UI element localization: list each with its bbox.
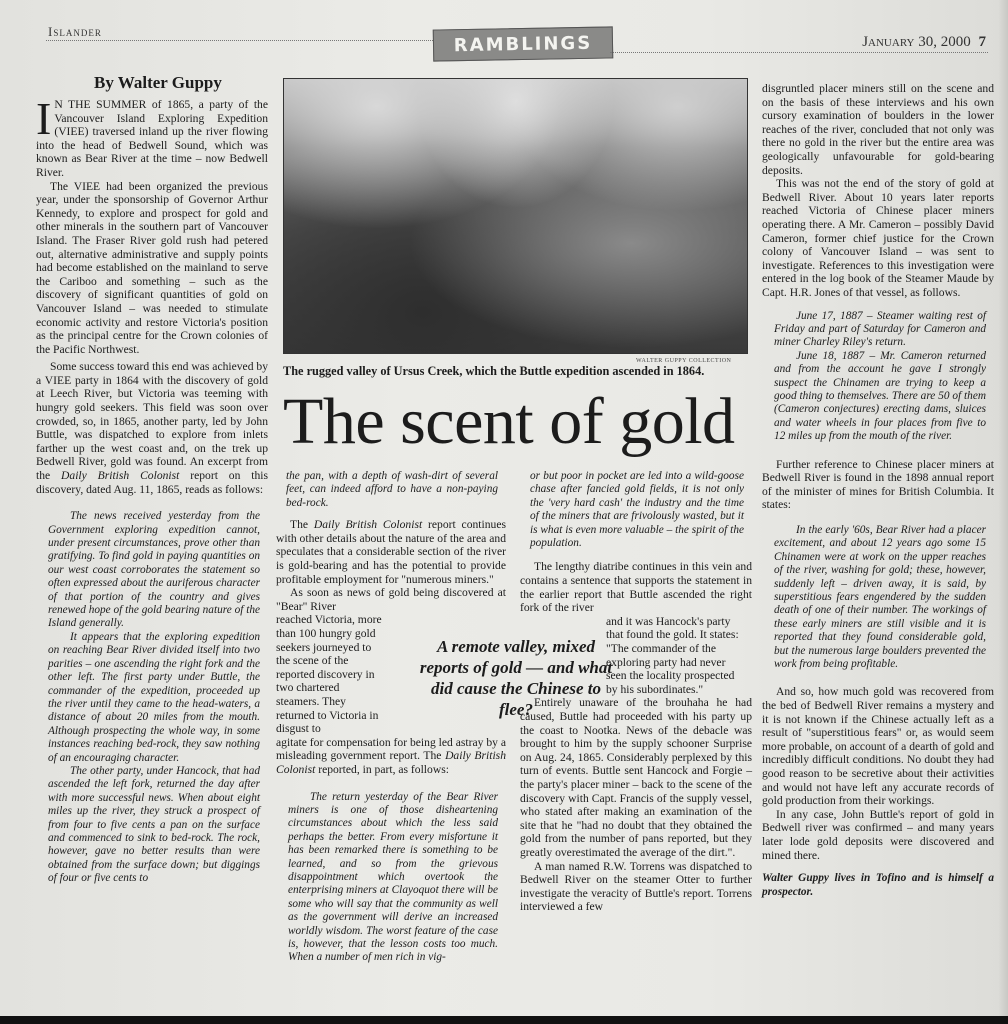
- article-column-4: [762, 82, 994, 899]
- paragraph: The Daily British Colonist report continues with other details about the nature of the area and speculates that a considerable section of the river is gold-bearing and has the potential to provide profitable employment for "numerous miners.": [276, 518, 506, 586]
- paragraph-wrap: reached Victoria, more than 100 hungry gold seekers journeyed to the scene of the reported discovery in two chartered steamers. They returned to Victoria in disgust to: [276, 613, 382, 736]
- quote-paragraph: In the early '60s, Bear River had a placer excitement, and about 12 years ago some 15 Chinamen were at work on the upper reaches of the river, washing for gold; these, however, suddenly left – driven away, it is said, by superstitious fears engendered by the sudden death of one of their number. The workings of these early miners are still visible and it is reported that they found considerable gold, but the numerous large boulders prevented the work from being profitable.: [774, 523, 986, 670]
- block-quote: [276, 791, 506, 965]
- pull-quote: A remote valley, mixed reports of gold — and what did cause the Chinese to flee?: [419, 637, 613, 719]
- paragraph-rest: agitate for compensation for being led astray by a misleading government report. The Daily British Colonist reported, in part, as follows:: [276, 735, 506, 776]
- quote-paragraph: The news received yesterday from the Government exploring expedition cannot, under present circumstances, prove other than gratifying. To find gold in paying quantities on our west coast corroborates the statement so often expressed about the auriferous character of that portion of the country and gives renewed hope of the gold bearing nature of the Island generally.: [48, 510, 260, 630]
- photo-caption: The rugged valley of Ursus Creek, which the Buttle expedition ascended in 1864.: [283, 364, 705, 378]
- paragraph: The VIEE had been organized the previous year, under the sponsorship of Governor Arthur Kennedy, to explore and prospect for gold and other minerals in the southern part of Vancouver Island. The Fraser River gold rush had petered out, alternative administrative and supply points had become established on the mainland to serve the Cariboo and something – such as the discovery of significant quantities of gold on Vancouver Island – was needed to stimulate economic activity and restore Victoria's position as the principal centre for the Crown colonies of the Pacific Northwest.: [36, 179, 268, 356]
- paragraph: A man named R.W. Torrens was dispatched to Bedwell River on the steamer Otter to further investigate the veracity of Buttle's report. Torrens interviewed a few: [520, 859, 752, 914]
- mountain-valley-photo: [283, 78, 748, 354]
- publication-name: Islander: [48, 24, 102, 39]
- page-number: 7: [978, 34, 986, 50]
- block-quote: [762, 524, 994, 671]
- drop-cap: I: [36, 93, 52, 144]
- quote-paragraph: The return yesterday of the Bear River miners is one of those disheartening circumstances about which the less said perhaps the better. From every misfortune it has been remarked there is something to be learned, and so from the grievous disappointment which overtook the enterprising miners at Clayoquot there will be some who will say that the community as well as the government will derive an increased worldly wisdom. The worst feature of the case is, however, that the lesson costs too much. When a number of men rich in vig-: [288, 790, 498, 964]
- block-quote: [36, 510, 268, 885]
- scan-bottom-edge: [0, 1016, 1008, 1024]
- lead-paragraph: I N THE SUMMER of 1865, a party of the Vancouver Island Exploring Expedition (VIEE) traversed inland up the river flowing into the head of Bedwell Sound, which was known as Bear River at the time – now Bedwell River.: [36, 93, 268, 179]
- paragraph: disgruntled placer miners still on the scene and on the basis of these interviews and his own cursory examination of boulders in the lower reaches of the river, concluded that not only was there no gold in the river but the entire area was geologically unfavourable for gold-bearing deposits.: [762, 82, 994, 177]
- quote-paragraph: The other party, under Hancock, that had ascended the left fork, returned the day after with more successful news. When about eight miles up the river, they struck a prospect of from four to five cents a pan on the surface and commenced to sink to bed-rock. The rock, however, gave no better results than were obtained from the surface down; but diggings of four or five cents to: [48, 764, 260, 885]
- article-column-1: [36, 93, 269, 886]
- paragraph: This was not the end of the story of gold at Bedwell River. About 10 years later reports reached Victoria of Chinese placer miners operating there. A Mr. Cameron – possibly David Cameron, former chief justice for the Crown colony of Vancouver Island – was sent to investigate. References to this investigation were entered in the log book of the Steamer Maude by Capt. H.R. Jones of that vessel, as follows.: [762, 177, 994, 299]
- date-text: January 30, 2000: [862, 34, 971, 50]
- quote-paragraph: June 18, 1887 – Mr. Cameron returned and from the account he gave I strongly suspect the Chinamen are trying to keep a good thing to themselves. There are 50 of them (Cameron conjectures) erecting dams, sluices and water wheels in four places from five to 12 miles up from the mouth of the river.: [774, 349, 986, 443]
- author-tagline: Walter Guppy lives in Tofino and is himself a prospector.: [762, 872, 994, 898]
- header-rule-left: [46, 40, 433, 41]
- header-rule-right: [610, 52, 988, 53]
- paragraph: In any case, John Buttle's report of gold in Bedwell river was confirmed – and many years later lode gold deposits were discovered and mined there.: [762, 807, 994, 862]
- byline: By Walter Guppy: [94, 73, 222, 92]
- block-quote-continued: or but poor in pocket are led into a wild-goose chase after fancied gold fields, it is not only the 'very hard cash' the industry and the time of the miners that are frivolously wasted, but it is what is even more valuable – the spirit of the population.: [530, 470, 744, 550]
- section-badge: RAMBLINGS: [433, 26, 614, 61]
- paragraph: Entirely unaware of the brouhaha he had caused, Buttle had proceeded with his party up the coast to Nootka. News of the debacle was brought to him by the supply schooner Surprise on Aug. 24, 1865. Considerably perplexed by this turn of events. Buttle sent Hancock and Forgie – the party's placer miner – back to the scene of the discovery with Capt. Francis of the supply vessel, who stated after making an examination of the site that he "had no doubt that they obtained the gold from the number of pans reported, but they greatly overestimated the average of the dirt.".: [520, 696, 752, 859]
- block-quote: [762, 310, 994, 444]
- paragraph-lead: The lengthy diatribe continues in this vein and contains a sentence that supports the statement in the earlier report that Buttle ascended the right fork of the river: [520, 560, 752, 615]
- paragraph-lead: As soon as news of gold being discovered at "Bear" River: [276, 586, 506, 613]
- paragraph: And so, how much gold was recovered from the bed of Bedwell River remains a mystery and it is not known if the Chinese actually left as a result of "superstitious fears" or, as would seem more probable, on account of a dearth of gold and incredibly difficult conditions. No doubt they had good reason to be secretive about their activities and would not have left any accurate records of gold production from their workings.: [762, 685, 994, 808]
- issue-date: [862, 34, 986, 51]
- quote-paragraph: It appears that the exploring expedition on reaching Bear River divided itself into two parities – one ascending the right fork and the other left. The first party under Buttle, the commander of the expedition, proceeded up the river until they came to the head-waters, a distance of about 20 miles from the mouth. Although prospecting the whole way, in some instances reaching bed-rock, they saw nothing of an encouraging character.: [48, 630, 260, 764]
- article-column-3: [520, 470, 752, 914]
- photo-credit: WALTER GUPPY COLLECTION: [636, 358, 732, 364]
- paragraph: Some success toward this end was achieved by a VIEE party in 1864 with the discovery of gold at Leech River, but Victoria was teeming with hungry gold seekers. This field was soon over crowded, so, in 1865, another party, led by John Buttle, was dispatched to explore from inlets farther up the west coast and, on the trek up Bedwell River, gold was found. An excerpt from the Daily British Colonist report on this discovery, dated Aug. 11, 1865, reads as follows:: [36, 360, 269, 496]
- page-edge-shadow: [998, 0, 1008, 1024]
- paragraph-wrap: and it was Hancock's party that found the gold. It states: "The commander of the exploring party had never seen the locality prospected by his subordinates.": [606, 614, 739, 696]
- headline: The scent of gold: [283, 385, 735, 458]
- block-quote-continued: the pan, with a depth of wash-dirt of several feet, can indeed afford to have a non-paying bed-rock.: [286, 470, 498, 509]
- paragraph: Further reference to Chinese placer miners at Bedwell River is found in the 1898 annual report of the minister of mines for British Columbia. It states:: [762, 457, 994, 512]
- quote-paragraph: June 17, 1887 – Steamer waiting rest of Friday and part of Saturday for Cameron and miner Charley Riley's return.: [774, 309, 986, 349]
